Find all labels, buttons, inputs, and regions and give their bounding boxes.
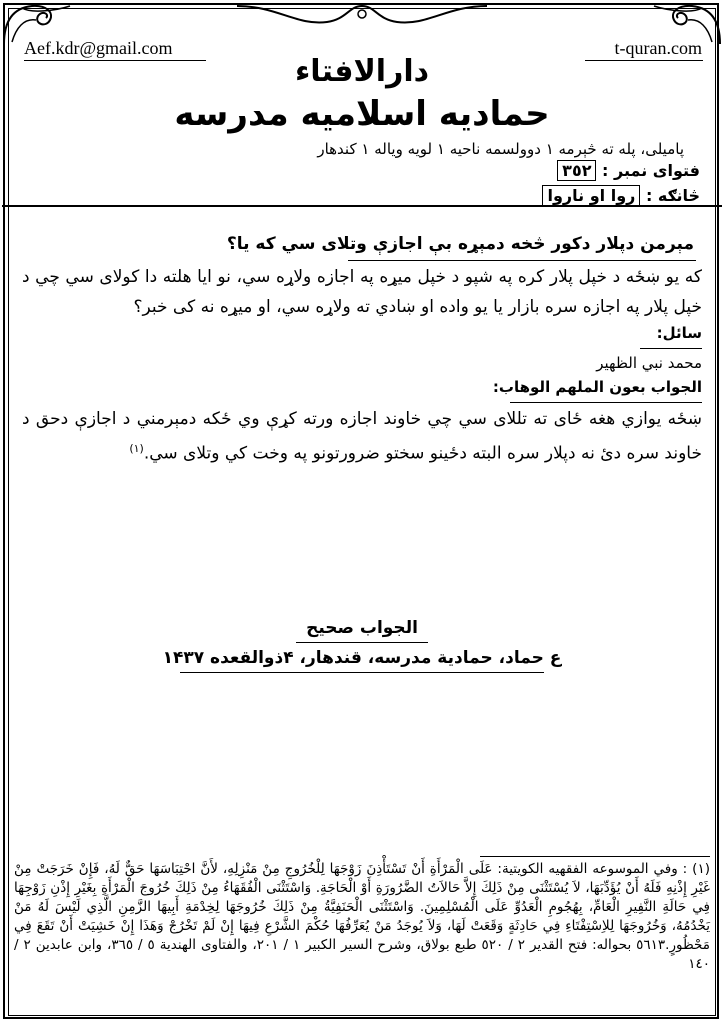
fatwa-number-label: فتوای نمبر : [602,161,700,180]
email-address[interactable]: Aef.kdr@gmail.com [24,38,173,58]
address-line: پامیلی، پله ته څېرمه ١ دوولسمه ناحیه ١ لویه ویاله ١ کندهار [317,140,684,158]
answer-text [22,404,702,469]
answer-heading: الجواب بعون الملهم الوهاب: [492,378,702,396]
category-row [542,185,700,206]
asker-label: سائل: [656,324,702,342]
footnote-marker: (١) [692,861,710,877]
footnote [14,860,710,974]
institution-title: حمادیه اسلامیه مدرسه [174,94,550,134]
question-heading: مېرمن دپلار دکور څخه دمېړه بې اجازې وتلای سي که یا؟ [226,234,694,254]
website-address[interactable]: t-quran.com [614,38,702,58]
signature-line: ع حماد، حمادیة مدرسه، قندهار، ۴ذوالقعده ۱۴۳۷ [162,648,562,668]
signature-underline [180,672,544,673]
verified-underline [296,642,428,643]
question-text: که یو ښځه د خپل پلار کره په شپو د خپل میړه په اجازه ولاړه سي، نو ایا هلته دا کولای سي چي د خپل پلار په اجازه سره بازار یا یو واده او ښادي ته ولاړه سي، او میړه نه کی خبر؟ [22,267,702,317]
answer-heading-underline [510,402,702,403]
header-divider [2,205,722,207]
asker-label-underline [640,348,702,349]
institution-subtitle: دارالافتاء [294,54,430,89]
footnote-rule [480,856,710,857]
question-heading-underline [348,260,696,261]
answer-body: ښځه یوازي هغه ځای ته تللای سي چي خاوند اجازه ورته کړې وي ځکه دمېرمني د اجازې دحق د خاوند سره دئ نه دپلار سره البته دځینو سختو ضرورتونو په وخت کي وتلای سي. [22,409,702,464]
verified-heading: الجواب صحیح [306,618,418,638]
fatwa-number-row [557,160,700,181]
category-value: روا او ناروا [542,185,640,206]
fatwa-number-value: ٣٥٢ [557,160,596,181]
answer-footnote-ref: (١) [129,442,144,455]
category-label: څانګه : [645,186,700,205]
footnote-text: : وفي الموسوعه الفقهیه الکویتیة: عَلَى الْمَرْأَةِ أَنْ تَسْتَأْذِنَ زَوْجَهَا لِلْخُرُوجِ مِنْ مَنْزِلِهِ، لأَنَّ احْتِبَاسَهَا حَقٌّ لَهُ، فَإِنْ خَرَجَتْ مِنْ غَيْرِ إِذْنِهِ فَلَهُ أَنْ يُؤَدِّبَهَا، لاَ يُسْتَثْنَى مِنْ ذَلِكَ إِلاَّ حَالاَتُ الضَّرُورَةِ أَوْ الْحَاجَةِ. وَاسْتَثْنَى الْفُقَهَاءُ مِنْ ذَلِكَ خُرُوجَ الْمَرْأَةِ بِغَيْرِ إِذْنِ زَوْجِهَا فِي حَالَةِ النَّفِيرِ الْعَامِّ، بِهُجُومِ الْعَدُوِّ عَلَى الْمُسْلِمِينَ. وَاسْتَثْنَى الْحَنَفِيَّةُ مِنْ ذَلِكَ خُرُوجَهَا لِخِدْمَةِ أَبِيهَا الزَّمِنِ الَّذِي لَيْسَ لَهُ مَنْ يَخْدُمُهُ، وَخُرُوجَهَا لِلاِسْتِفْتَاءِ فِي حَادِثَةٍ وَقَعَتْ لَهَا، وَلاَ يُوجَدُ مَنْ يُعَرِّفُهَا حُكْمَ الشَّرْعِ فِيهَا إِنْ لَمْ تَخْرُجْ وَهَذَا إِنْ خَشِيَتْ أَنْ تَقَعَ فِي مَحْظُورٍ.٥٦١٣ بحواله: فتح القدیر ٢ / ٥٢٠ طبع بولاق، وشرح السیر الکبیر ١ / ٢٠١، والفتاوى الهندية ٥ / ٣٦٥، وابن عابدين ٢ / ١٤٠ [14,861,710,972]
ornament-top-center-icon [237,2,487,32]
asker-name: محمد نبي الظهیر [596,354,702,372]
